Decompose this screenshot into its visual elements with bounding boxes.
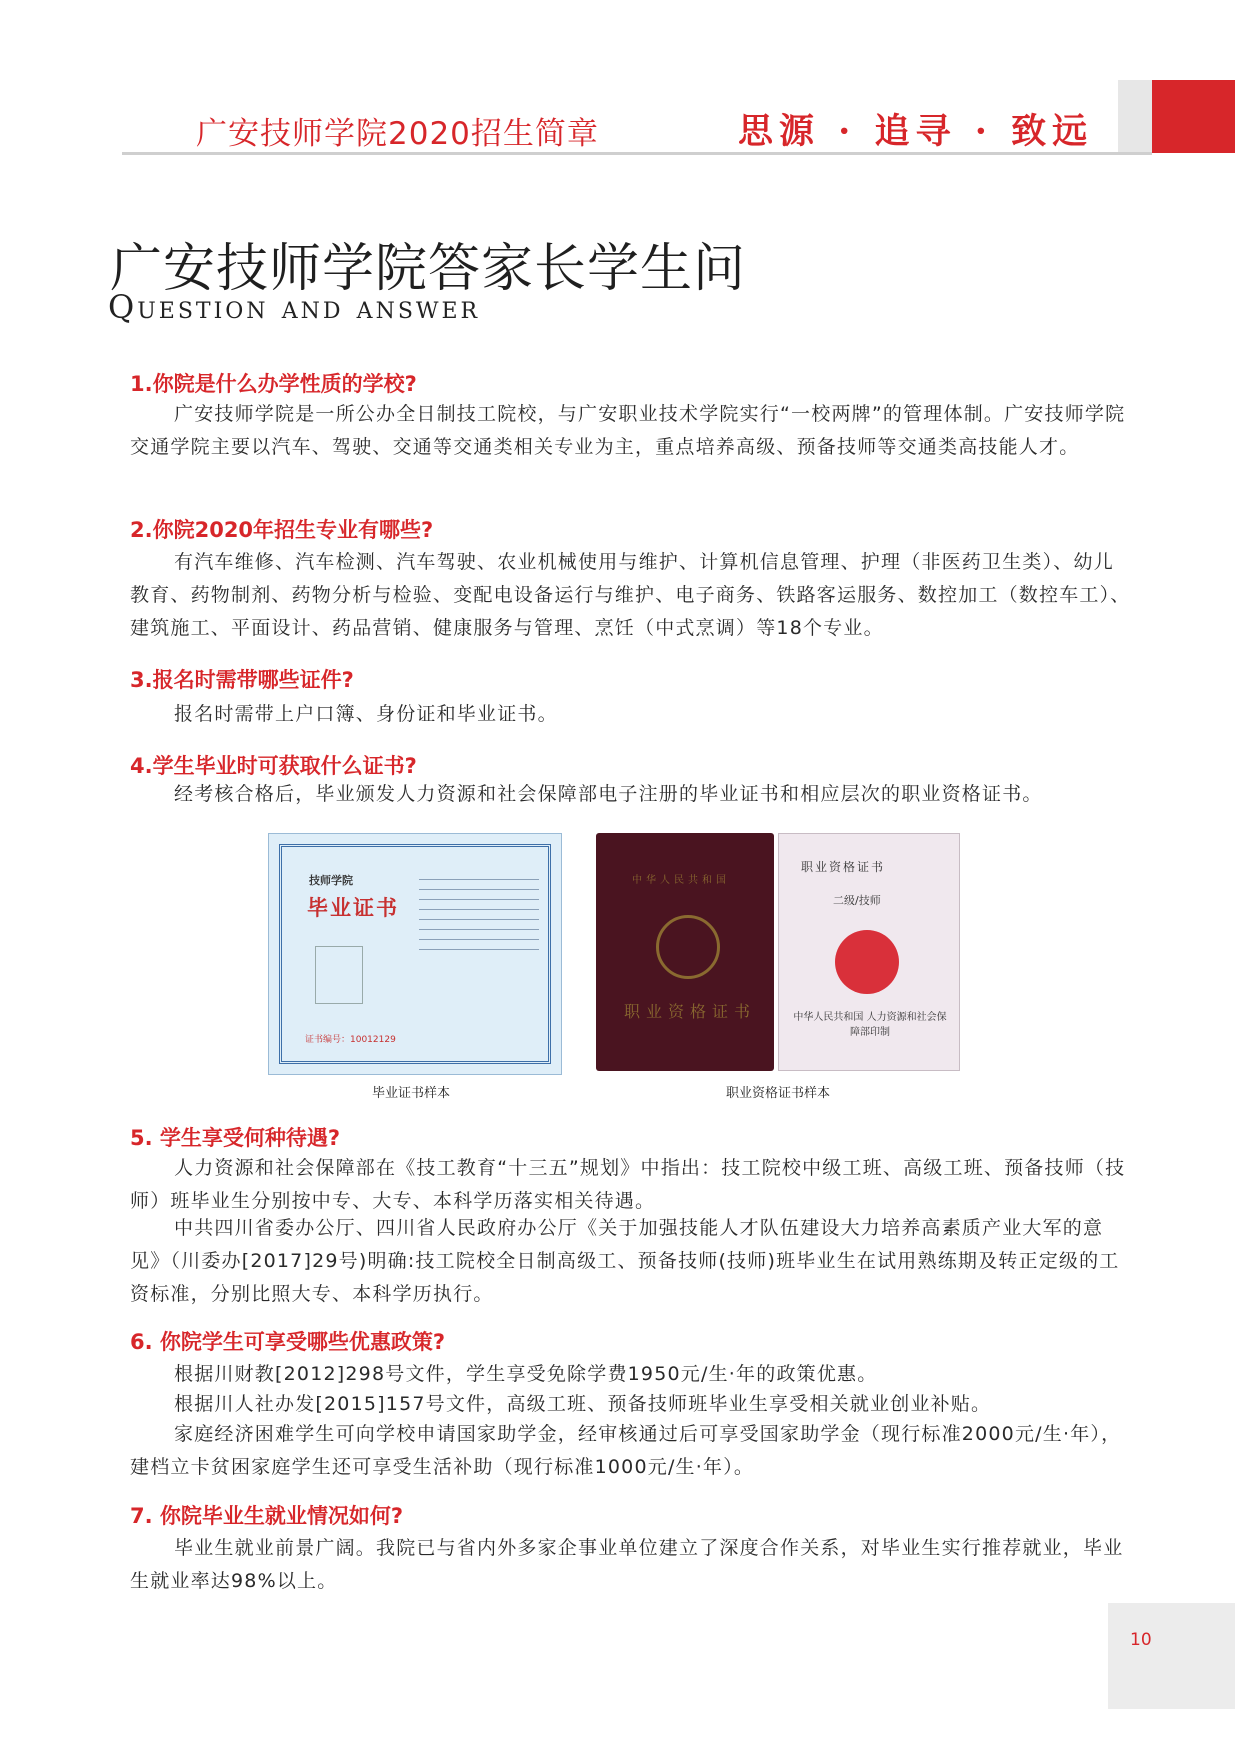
certificate-serial: 证书编号：10012129: [305, 1035, 396, 1045]
answer-4: 经考核合格后，毕业颁发人力资源和社会保障部电子注册的毕业证书和相应层次的职业资格证书。: [174, 783, 1043, 805]
national-emblem-icon: [656, 915, 720, 979]
answer-1: 广安技师学院是一所公办全日制技工院校，与广安职业技术学院实行“一校两牌”的管理体制。广安技师学院交通学院主要以汽车、驾驶、交通等交通类相关专业为主，重点培养高级、预备技师等交通类高技能人才。: [130, 403, 1126, 458]
cover-title: 中华人民共和国: [632, 875, 730, 886]
qualification-certificate-cover: [596, 833, 774, 1071]
page-number: 10: [1130, 1630, 1152, 1650]
page-title: 广安技师学院答家长学生问: [110, 239, 747, 299]
question-1: 1.你院是什么办学性质的学校?: [130, 372, 417, 396]
header-red-tab: [1152, 80, 1235, 153]
inner-level: 二级/技师: [833, 894, 881, 907]
graduation-certificate-image: [268, 833, 562, 1075]
certificate-school: 技师学院: [309, 874, 353, 887]
certificate-title: 毕业证书: [307, 896, 399, 920]
page-subtitle: Question and answer: [108, 288, 481, 326]
answer-5-paragraph-2: 中共四川省委办公厅、四川省人民政府办公厅《关于加强技能人才队伍建设大力培养高素质产业大军的意见》（川委办[2017]29号)明确:技工院校全日制高级工、预备技师(技师)班毕业生在试用熟练期及转正定级的工资标准，分别比照大专、本科学历执行。: [130, 1217, 1120, 1305]
page-number-background: [1108, 1603, 1235, 1709]
certificate-text-lines: [419, 870, 539, 959]
answer-6-paragraph-1: 根据川财教[2012]298号文件，学生享受免除学费1950元/生·年的政策优惠。: [174, 1363, 878, 1385]
question-6: 6. 你院学生可享受哪些优惠政策?: [130, 1330, 446, 1354]
answer-6-paragraph-3: 家庭经济困难学生可向学校申请国家助学金，经审核通过后可享受国家助学金（现行标准2000元/生·年），建档立卡贫困家庭学生还可享受生活补助（现行标准1000元/生·年）。: [130, 1423, 1122, 1478]
answer-3: 报名时需带上户口簿、身份证和毕业证书。: [174, 703, 558, 725]
question-5: 5. 学生享受何种待遇?: [130, 1126, 341, 1150]
photo-placeholder: [315, 946, 363, 1004]
header-divider: [122, 152, 1152, 155]
question-4: 4.学生毕业时可获取什么证书?: [130, 754, 417, 778]
national-emblem-seal-icon: [835, 930, 899, 994]
question-3: 3.报名时需带哪些证件?: [130, 668, 354, 692]
qualification-certificate-inner: [778, 833, 960, 1071]
header-slogan: 思源 · 追寻 · 致远: [738, 111, 1094, 152]
question-2: 2.你院2020年招生专业有哪些?: [130, 518, 434, 542]
answer-7: 毕业生就业前景广阔。我院已与省内外多家企事业单位建立了深度合作关系，对毕业生实行推荐就业，毕业生就业率达98%以上。: [130, 1537, 1124, 1592]
inner-issuer: 中华人民共和国 人力资源和社会保障部印制: [793, 1012, 947, 1038]
answer-6-paragraph-2: 根据川人社办发[2015]157号文件，高级工班、预备技师班毕业生享受相关就业创业补贴。: [174, 1393, 992, 1415]
qualification-certificate-caption: 职业资格证书样本: [726, 1086, 831, 1101]
question-7: 7. 你院毕业生就业情况如何?: [130, 1504, 404, 1528]
header-grey-tab: [1118, 80, 1152, 153]
inner-title: 职业资格证书: [801, 860, 886, 874]
header-title: 广安技师学院2020招生简章: [196, 116, 599, 152]
answer-5-paragraph-1: 人力资源和社会保障部在《技工教育“十三五”规划》中指出：技工院校中级工班、高级工班、预备技师（技师）班毕业生分别按中专、大专、本科学历落实相关待遇。: [130, 1157, 1126, 1212]
cover-label: 职业资格证书: [624, 1002, 757, 1021]
answer-2: 有汽车维修、汽车检测、汽车驾驶、农业机械使用与维护、计算机信息管理、护理（非医药卫生类）、幼儿教育、药物制剂、药物分析与检验、变配电设备运行与维护、电子商务、铁路客运服务、数控加工（数控车工）、建筑施工、平面设计、药品营销、健康服务与管理、烹饪（中式烹调）等18个专业。: [130, 551, 1131, 639]
graduation-certificate-caption: 毕业证书样本: [372, 1086, 451, 1101]
